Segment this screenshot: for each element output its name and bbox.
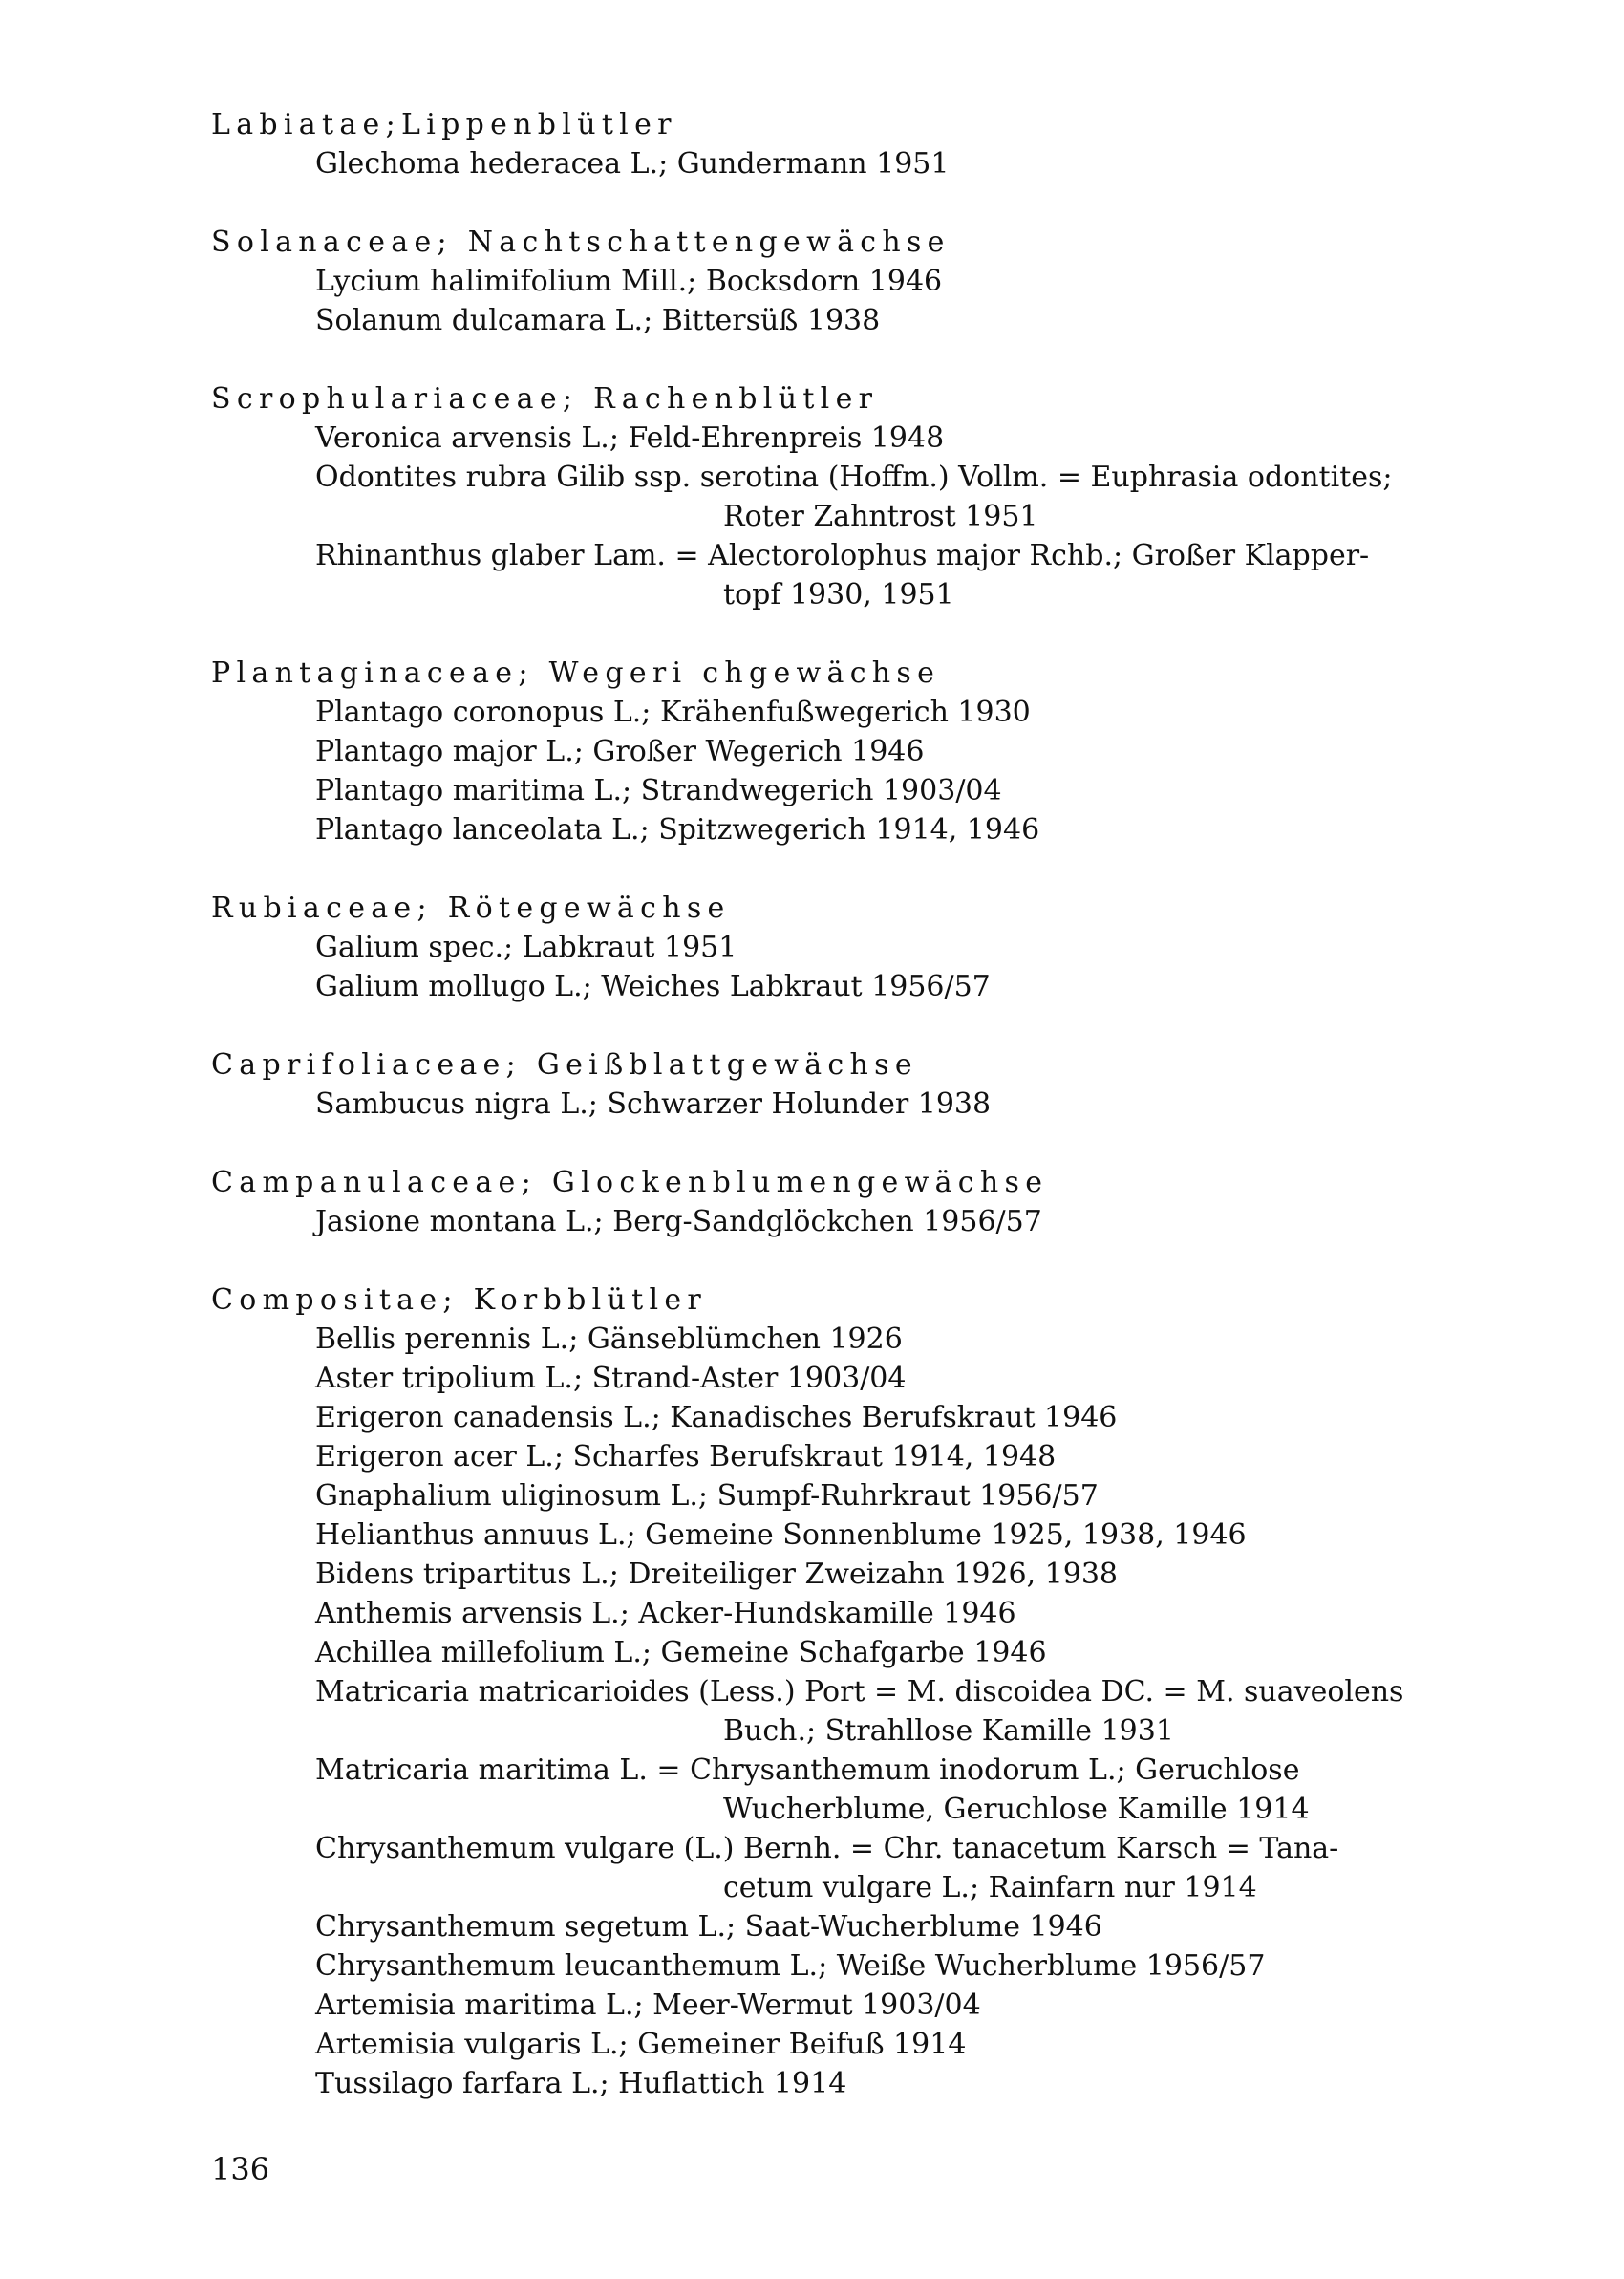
- entry-text: Glechoma hederacea L.; Gundermann 1951: [315, 147, 950, 181]
- species-entry: [315, 1555, 1453, 1594]
- entry-text: Artemisia maritima L.; Meer-Wermut 1903/04: [315, 1989, 981, 2022]
- entry-text: Achillea millefolium L.; Gemeine Schafgarbe 1946: [315, 1636, 1047, 1669]
- species-entry: [315, 928, 1453, 967]
- family-heading: Rubiaceae; Rötegewächse: [211, 892, 731, 925]
- species-entry: [315, 1672, 1453, 1751]
- species-entry: [315, 1633, 1453, 1672]
- family-heading: Campanulaceae; Glockenblumengewächse: [211, 1166, 1049, 1199]
- family-heading: Solanaceae; Nachtschattengewächse: [211, 226, 951, 259]
- entry-text: Lycium halimifolium Mill.; Bocksdorn 1946: [315, 265, 943, 298]
- family-heading: Plantaginaceae; Wegeri chgewächse: [211, 656, 941, 690]
- species-list: [211, 105, 1453, 2142]
- entry-text: Bidens tripartitus L.; Dreiteiliger Zweizahn 1926, 1938: [315, 1558, 1119, 1591]
- species-entries: [211, 419, 1453, 614]
- entry-text: Sambucus nigra L.; Schwarzer Holunder 1938: [315, 1087, 992, 1121]
- species-entry: [315, 771, 1453, 810]
- species-entry: [315, 1829, 1453, 1907]
- entry-text: Plantago lanceolata L.; Spitzwegerich 1914, 1946: [315, 813, 1040, 847]
- species-entry: [315, 1594, 1453, 1633]
- species-entry: [315, 1516, 1453, 1555]
- species-entry: [315, 1398, 1453, 1437]
- entry-continuation: topf 1930, 1951: [723, 578, 954, 612]
- entry-text: Rhinanthus glaber Lam. = Alectorolophus major Rchb.; Großer Klapper-: [315, 539, 1370, 572]
- entry-text: Solanum dulcamara L.; Bittersüß 1938: [315, 304, 881, 337]
- species-entries: [211, 928, 1453, 1006]
- species-entry: [315, 1320, 1453, 1359]
- species-entry: [315, 419, 1453, 458]
- species-entries: [211, 693, 1453, 849]
- species-entry: [315, 1946, 1453, 1986]
- species-entries: [211, 1085, 1453, 1124]
- entry-text: Plantago major L.; Großer Wegerich 1946: [315, 735, 925, 768]
- species-entry: [315, 732, 1453, 771]
- entry-text: Bellis perennis L.; Gänseblümchen 1926: [315, 1322, 903, 1356]
- species-entry: [315, 1359, 1453, 1398]
- species-entries: [211, 262, 1453, 340]
- species-entry: [315, 1907, 1453, 1946]
- species-entry: [315, 301, 1453, 340]
- entry-text: Chrysanthemum segetum L.; Saat-Wucherblume 1946: [315, 1910, 1102, 1944]
- species-entry: [315, 144, 1453, 183]
- species-entry: [315, 967, 1453, 1006]
- species-entry: [315, 536, 1453, 614]
- entry-text: Galium mollugo L.; Weiches Labkraut 1956/57: [315, 970, 991, 1003]
- entry-continuation: Wucherblume, Geruchlose Kamille 1914: [723, 1793, 1310, 1826]
- species-entries: [211, 1202, 1453, 1241]
- species-entry: [315, 693, 1453, 732]
- entry-continuation: cetum vulgare L.; Rainfarn nur 1914: [723, 1871, 1257, 1904]
- species-entry: [315, 1751, 1453, 1829]
- entry-text: Galium spec.; Labkraut 1951: [315, 931, 737, 964]
- entry-text: Anthemis arvensis L.; Acker-Hundskamille 1946: [315, 1597, 1016, 1630]
- entry-text: Gnaphalium uliginosum L.; Sumpf-Ruhrkraut 1956/57: [315, 1479, 1099, 1513]
- species-entry: [315, 2064, 1453, 2103]
- family-heading: Compositae; Korbblütler: [211, 1283, 708, 1317]
- species-entry: [315, 458, 1453, 536]
- page-number: 136: [211, 2151, 270, 2187]
- entry-text: Plantago coronopus L.; Krähenfußwegerich 1930: [315, 696, 1031, 729]
- entry-continuation: Roter Zahntrost 1951: [723, 500, 1038, 533]
- entry-text: Matricaria matricarioides (Less.) Port = M. discoidea DC. = M. suaveolens: [315, 1675, 1404, 1709]
- family-heading: Labiatae;Lippenblütler: [211, 108, 677, 141]
- family-heading: Scrophulariaceae; Rachenblütler: [211, 382, 879, 416]
- entry-text: Helianthus annuus L.; Gemeine Sonnenblume 1925, 1938, 1946: [315, 1518, 1247, 1552]
- entry-text: Aster tripolium L.; Strand-Aster 1903/04: [315, 1362, 907, 1395]
- entry-text: Erigeron canadensis L.; Kanadisches Berufskraut 1946: [315, 1401, 1118, 1434]
- species-entry: [315, 810, 1453, 849]
- species-entries: [211, 1320, 1453, 2103]
- entry-text: Chrysanthemum leucanthemum L.; Weiße Wucherblume 1956/57: [315, 1949, 1266, 1983]
- family-heading: Caprifoliaceae; Geißblattgewächse: [211, 1048, 918, 1082]
- species-entries: [211, 144, 1453, 183]
- entry-text: Matricaria maritima L. = Chrysanthemum inodorum L.; Geruchlose: [315, 1753, 1300, 1787]
- species-entry: [315, 1986, 1453, 2025]
- entry-text: Chrysanthemum vulgare (L.) Bernh. = Chr. tanacetum Karsch = Tana-: [315, 1832, 1339, 1865]
- entry-text: Odontites rubra Gilib ssp. serotina (Hoffm.) Vollm. = Euphrasia odontites;: [315, 461, 1393, 494]
- species-entry: [315, 1085, 1453, 1124]
- entry-text: Plantago maritima L.; Strandwegerich 1903/04: [315, 774, 1002, 807]
- species-entry: [315, 262, 1453, 301]
- species-entry: [315, 1476, 1453, 1516]
- entry-text: Veronica arvensis L.; Feld-Ehrenpreis 1948: [315, 421, 945, 455]
- entry-text: Artemisia vulgaris L.; Gemeiner Beifuß 1914: [315, 2028, 967, 2061]
- species-entry: [315, 1437, 1453, 1476]
- entry-text: Jasione montana L.; Berg-Sandglöckchen 1956/57: [315, 1205, 1042, 1238]
- species-entry: [315, 2025, 1453, 2064]
- entry-text: Tussilago farfara L.; Huflattich 1914: [315, 2067, 847, 2100]
- entry-text: Erigeron acer L.; Scharfes Berufskraut 1914, 1948: [315, 1440, 1057, 1473]
- species-entry: [315, 1202, 1453, 1241]
- entry-continuation: Buch.; Strahllose Kamille 1931: [723, 1714, 1174, 1748]
